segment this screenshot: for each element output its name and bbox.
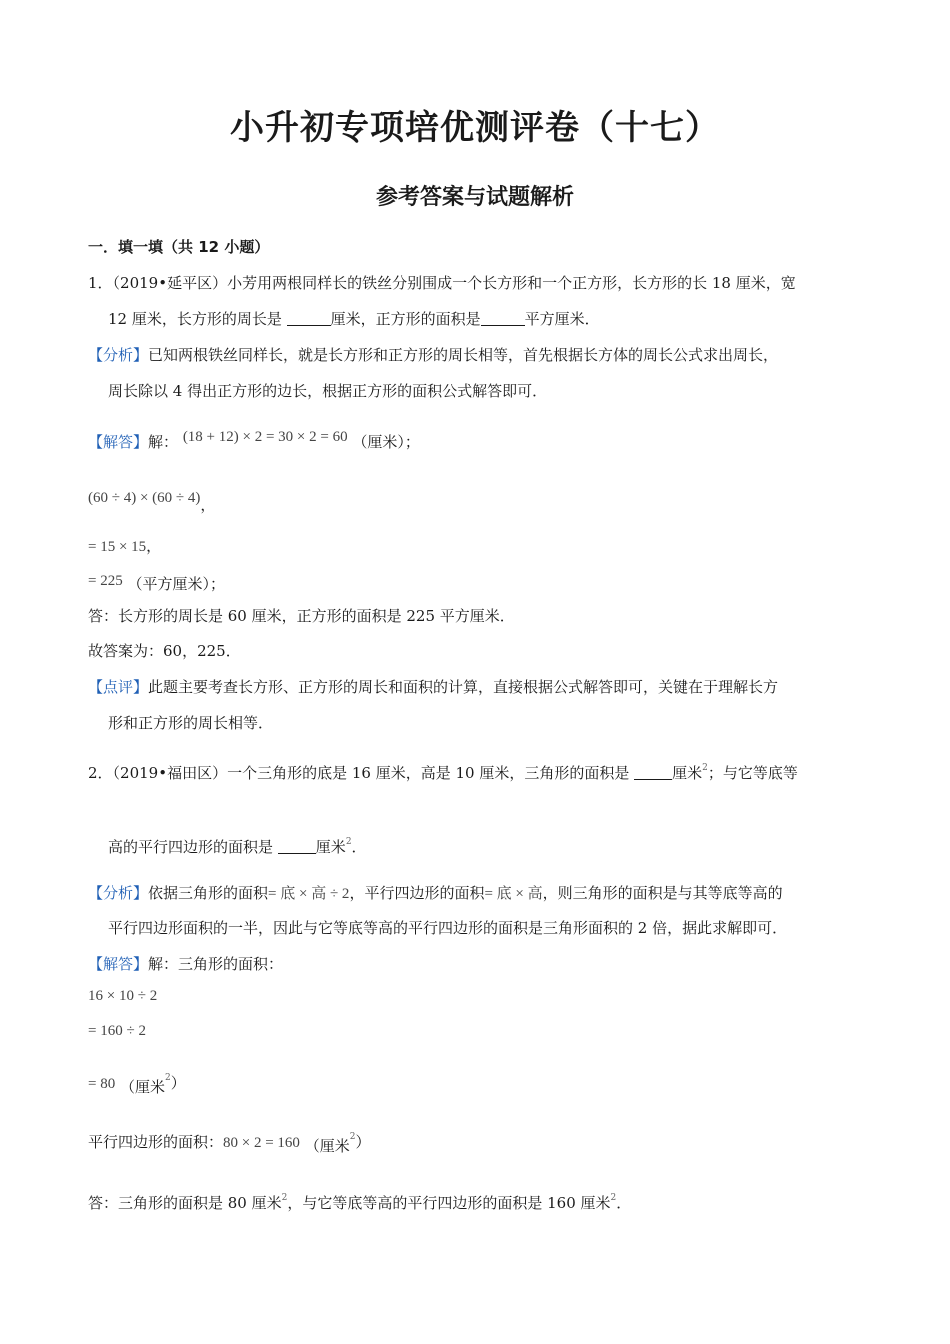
q2-sup-1: 2: [702, 763, 708, 773]
q2-para-unit: （厘米: [304, 1137, 350, 1155]
q1-answer-intro: 解：: [148, 433, 179, 451]
q2-conclusion-c: ．: [616, 1194, 632, 1212]
q1-eq1-unit: （厘米）；: [352, 433, 420, 451]
q1-eq1: (18 + 12) × 2 = 30 × 2 = 60: [182, 429, 348, 445]
q1-blank-2: [481, 311, 525, 326]
q2-line2-b: 厘米: [315, 838, 346, 856]
q2-sup-4: 2: [349, 1132, 356, 1142]
q1-comment-text-1: 此题主要考查长方形、正方形的周长和面积的计算，直接根据公式解答即可，关键在于理解长方: [148, 678, 779, 696]
q2-line1-c: ；与它等底等: [707, 764, 798, 782]
q1-eq3-tail: ，: [146, 537, 162, 555]
q2-analysis-1: [88, 883, 783, 904]
q2-blank-1: [634, 765, 672, 780]
q2-line2-c: ．: [351, 838, 367, 856]
q2-analysis-formula-1: = 底 × 高 ÷ 2: [268, 886, 350, 902]
answer-tag: 【解答】: [88, 433, 149, 451]
q1-eq3-row: [88, 536, 161, 557]
q1-line2-c: 平方厘米．: [524, 310, 600, 328]
analysis-tag: 【分析】: [88, 346, 149, 364]
comment-tag: 【点评】: [88, 678, 149, 696]
q2-eq1: 16 × 10 ÷ 2: [88, 988, 158, 1004]
q1-line1: 1．（2019•延平区）小芳用两根同样长的铁丝分别围成一个长方形和一个正方形，长方形的长 18 厘米，宽: [88, 274, 796, 292]
q2-conclusion-a: 答：三角形的面积是 80 厘米: [88, 1194, 282, 1212]
q1-analysis-text-1: 已知两根铁丝同样长，就是长方形和正方形的周长相等，首先根据长方体的周长公式求出周长，: [148, 346, 779, 364]
q2-eq3-close: ）: [170, 1074, 186, 1092]
q2-analysis-1e: ，则三角形的面积是与其等底等高的: [542, 884, 783, 902]
q2-analysis-1c: ，平行四边形的面积: [349, 884, 485, 902]
q2-analysis-2: 平行四边形面积的一半，因此与它等底等高的平行四边形的面积是三角形面积的 2 倍，据此求解即可．: [108, 919, 788, 937]
q2-sup-3: 2: [165, 1073, 171, 1083]
q1-eq3: = 15 × 15: [88, 539, 147, 555]
q2-line1: [88, 763, 798, 786]
q2-line1-b: 厘米: [672, 764, 703, 782]
q1-final-answer: 故答案为：60，225．: [88, 642, 241, 660]
q2-analysis-formula-2: = 底 × 高: [484, 886, 543, 902]
q1-line2: [108, 309, 600, 329]
q2-sup-2: 2: [345, 837, 352, 847]
section-heading: 一．填一填（共 12 小题）: [88, 238, 270, 256]
q2-para-label: 平行四边形的面积：: [88, 1133, 224, 1151]
page-title: 小升初专项培优测评卷（十七）: [230, 108, 720, 148]
q2-eq3-unit: （厘米: [120, 1078, 166, 1096]
q1-analysis-1: [88, 345, 778, 365]
q2-line2-a: 高的平行四边形的面积是: [108, 838, 274, 856]
q1-eq2-row: [88, 487, 216, 514]
analysis-tag: 【分析】: [88, 884, 149, 902]
q2-line2: [108, 837, 367, 860]
q2-conclusion-b: ，与它等底等高的平行四边形的面积是 160 厘米: [287, 1194, 611, 1212]
q2-sup-5: 2: [281, 1193, 288, 1203]
q2-eq2: = 160 ÷ 2: [88, 1023, 146, 1039]
q1-blank-1: [287, 311, 331, 326]
q1-eq4: = 225: [88, 573, 123, 589]
q2-sup-6: 2: [610, 1193, 617, 1203]
q2-eq3-row: [88, 1073, 186, 1096]
q2-eq3: = 80: [88, 1076, 116, 1092]
q1-eq4-unit: （平方厘米）；: [127, 575, 226, 593]
q2-blank-2: [278, 839, 316, 854]
q1-line2-b: 厘米，正方形的面积是: [330, 310, 481, 328]
page-subtitle: 参考答案与试题解析: [375, 185, 574, 210]
q1-line2-a: 12 厘米，长方形的周长是: [108, 310, 282, 328]
q1-eq2: (60 ÷ 4) × (60 ÷ 4): [88, 490, 201, 506]
q2-para-row: [88, 1132, 370, 1155]
q1-analysis-2: 周长除以 4 得出正方形的边长，根据正方形的面积公式解答即可．: [108, 382, 548, 400]
q1-answer-row: [88, 429, 420, 453]
q2-para-close: ）: [355, 1133, 371, 1151]
q2-conclusion: [88, 1193, 631, 1216]
q1-comment-1: [88, 677, 778, 697]
q2-line1-a: 2．（2019•福田区）一个三角形的底是 16 厘米，高是 10 厘米，三角形的面积是: [88, 764, 630, 782]
q2-para-eq: 80 × 2 = 160: [223, 1135, 300, 1151]
q1-comment-2: 形和正方形的周长相等．: [108, 714, 274, 732]
q1-conclusion: 答：长方形的周长是 60 厘米，正方形的面积是 225 平方厘米．: [88, 607, 515, 625]
answer-tag: 【解答】: [88, 955, 149, 973]
q1-eq4-row: [88, 570, 225, 591]
q2-answer-row: [88, 954, 283, 974]
q2-analysis-1a: 依据三角形的面积: [148, 884, 269, 902]
q1-eq2-tail: ，: [200, 496, 216, 514]
q2-answer-intro: 解：三角形的面积：: [148, 955, 284, 973]
